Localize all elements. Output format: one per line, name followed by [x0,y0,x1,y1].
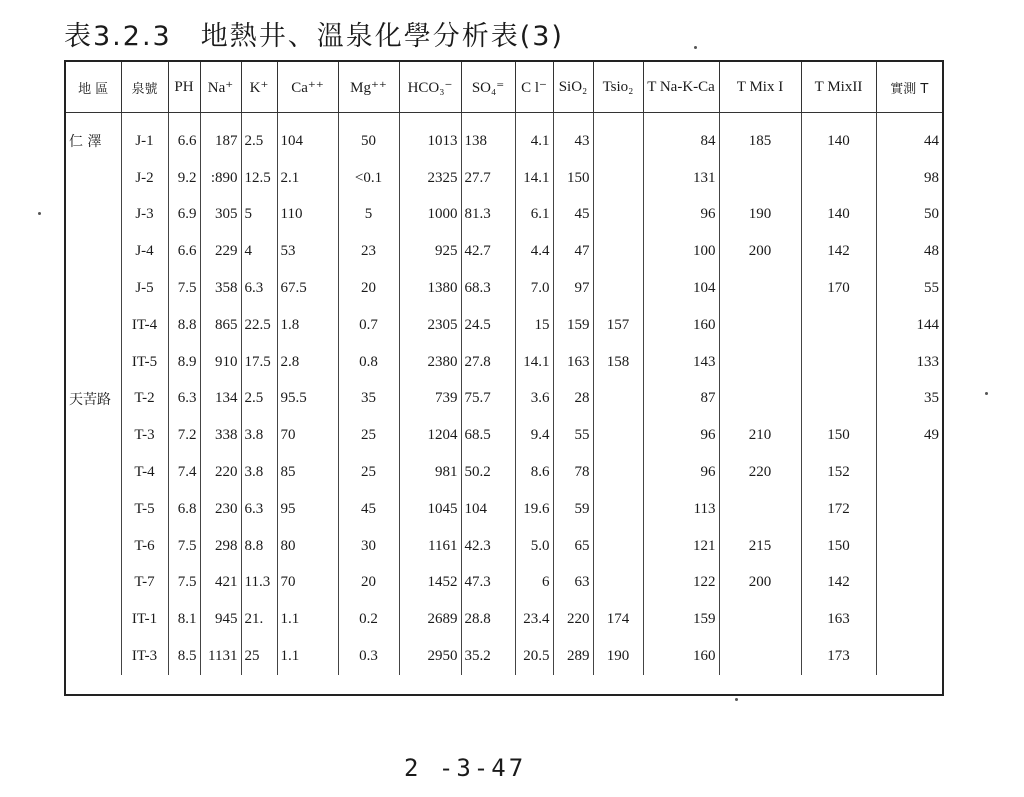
cell-na: 338 [200,417,241,454]
cell-tmix2: 140 [801,113,876,160]
cell-mg: 23 [338,233,399,270]
table-row [66,113,942,160]
cell-ca: 2.1 [277,160,338,197]
cell-area [66,528,121,565]
cell-tmeas [876,565,942,602]
cell-sio2: 63 [553,565,593,602]
cell-id: IT-4 [121,307,168,344]
cell-k: 17.5 [241,344,277,381]
table-row [66,638,942,675]
scan-speck [985,392,988,395]
cell-tmix1: 210 [719,417,801,454]
cell-cl: 4.4 [515,233,553,270]
cell-cl: 20.5 [515,638,553,675]
cell-ca: 1.8 [277,307,338,344]
table-row [66,160,942,197]
cell-na: 298 [200,528,241,565]
cell-ca: 53 [277,233,338,270]
cell-so4: 81.3 [461,197,515,234]
cell-tnakca: 143 [643,344,719,381]
cell-na: 358 [200,270,241,307]
cell-sio2: 289 [553,638,593,675]
cell-k: 22.5 [241,307,277,344]
cell-so4: 68.3 [461,270,515,307]
cell-tmix1 [719,601,801,638]
cell-tsio2 [593,197,643,234]
cell-na: 229 [200,233,241,270]
cell-sio2: 163 [553,344,593,381]
cell-id: J-4 [121,233,168,270]
cell-area [66,565,121,602]
cell-tmeas: 50 [924,206,939,223]
cell-so4: 42.3 [461,528,515,565]
cell-k: 25 [241,638,277,675]
table-row [66,528,942,565]
cell-tmix2: 172 [801,491,876,528]
cell-ph: 8.1 [168,601,200,638]
cell-tsio2: 157 [593,307,643,344]
cell-so4: 42.7 [461,233,515,270]
cell-sio2: 78 [553,454,593,491]
cell-k: 4 [241,233,277,270]
cell-na: :890 [200,160,241,197]
cell-tmix1: 200 [719,233,801,270]
cell-mg: 5 [338,197,399,234]
cell-area [66,417,121,454]
cell-tmix1 [719,160,801,197]
cell-area: 天苦路 [66,381,121,418]
table-row [66,270,942,307]
cell-tnakca: 113 [643,491,719,528]
cell-area [66,601,121,638]
cell-tmeas [876,528,942,565]
cell-so4: 28.8 [461,601,515,638]
cell-ph: 8.9 [168,344,200,381]
cell-k: 21. [241,601,277,638]
cell-cl: 14.1 [515,344,553,381]
header-cl: C l⁻ [515,62,553,113]
cell-sio2: 59 [553,491,593,528]
cell-tnakca: 104 [643,270,719,307]
cell-sio2: 47 [553,233,593,270]
cell-tmeas [876,454,942,491]
cell-na: 305 [200,197,241,234]
cell-k: 2.5 [241,113,277,160]
cell-so4: 50.2 [461,454,515,491]
cell-tnakca: 84 [643,113,719,160]
cell-tnakca: 96 [643,197,719,234]
table-row [66,565,942,602]
cell-hco3: 1161 [399,528,461,565]
cell-tsio2 [593,417,643,454]
header-mg: Mg⁺⁺ [338,62,399,113]
header-sio2: SiO₂ [553,62,593,113]
cell-tnakca: 100 [643,233,719,270]
cell-area [66,160,121,197]
cell-mg: 30 [338,528,399,565]
page-number: 2 -3-47 [404,754,527,782]
cell-cl: 19.6 [515,491,553,528]
cell-mg: <0.1 [338,160,399,197]
cell-id: T-5 [121,491,168,528]
cell-tmix1: 215 [719,528,801,565]
cell-cl: 6.1 [515,197,553,234]
cell-ca: 1.1 [277,638,338,675]
table-row [66,454,942,491]
cell-id: J-1 [121,113,168,160]
cell-so4: 35.2 [461,638,515,675]
cell-tmix2: 150 [801,417,876,454]
cell-na: 220 [200,454,241,491]
cell-na: 421 [200,565,241,602]
header-hco3: HCO₃⁻ [399,62,461,113]
cell-k: 8.8 [241,528,277,565]
cell-mg: 20 [338,270,399,307]
cell-hco3: 2380 [399,344,461,381]
cell-area: 仁 澤 [66,113,121,160]
cell-area [66,270,121,307]
cell-k: 6.3 [241,270,277,307]
cell-sio2: 55 [553,417,593,454]
cell-tnakca: 96 [643,417,719,454]
cell-sio2: 159 [553,307,593,344]
cell-tnakca: 96 [643,454,719,491]
cell-cl: 5.0 [515,528,553,565]
cell-ca: 67.5 [277,270,338,307]
cell-id: J-2 [121,160,168,197]
cell-tmeas: 44 [924,132,939,149]
header-t-mix-2: T MixII [801,62,876,113]
cell-cl: 7.0 [515,270,553,307]
cell-tsio2: 190 [593,638,643,675]
cell-tmix1: 220 [719,454,801,491]
cell-cl: 6 [515,565,553,602]
table-title: 表3.2.3 地熱井、溫泉化學分析表(3) [64,21,564,52]
header-so4: SO₄⁼ [461,62,515,113]
header-area: 地 區 [66,62,121,113]
cell-tmix1 [719,381,801,418]
cell-tsio2 [593,565,643,602]
table-row [66,233,942,270]
cell-area [66,454,121,491]
cell-tsio2 [593,160,643,197]
cell-so4: 68.5 [461,417,515,454]
cell-tmeas: 144 [916,316,939,333]
cell-hco3: 1452 [399,565,461,602]
cell-tmix2 [801,160,876,197]
cell-ph: 6.9 [168,197,200,234]
header-spring-id: 泉號 [121,62,168,113]
cell-k: 3.8 [241,454,277,491]
cell-id: J-5 [121,270,168,307]
cell-id: J-3 [121,197,168,234]
cell-tnakca: 159 [643,601,719,638]
cell-tsio2 [593,233,643,270]
header-row [66,62,942,113]
cell-so4: 24.5 [461,307,515,344]
cell-tmix2 [801,344,876,381]
cell-area [66,197,121,234]
cell-area [66,638,121,675]
header-t-na-k-ca: T Na-K-Ca [643,62,719,113]
cell-tnakca: 122 [643,565,719,602]
cell-id: T-4 [121,454,168,491]
cell-hco3: 739 [399,381,461,418]
cell-tmix1: 185 [719,113,801,160]
cell-ph: 6.3 [168,381,200,418]
cell-k: 12.5 [241,160,277,197]
cell-tmix1: 190 [719,197,801,234]
cell-tmix2: 173 [801,638,876,675]
cell-cl: 8.6 [515,454,553,491]
cell-so4: 47.3 [461,565,515,602]
scan-speck [38,212,41,215]
cell-tmix1: 200 [719,565,801,602]
cell-tmeas: 55 [924,280,939,297]
cell-hco3: 2325 [399,160,461,197]
cell-cl: 9.4 [515,417,553,454]
cell-ph: 7.4 [168,454,200,491]
cell-hco3: 1380 [399,270,461,307]
cell-tmeas [876,491,942,528]
cell-so4: 75.7 [461,381,515,418]
cell-hco3: 1045 [399,491,461,528]
cell-tmeas: 98 [924,169,939,186]
cell-na: 910 [200,344,241,381]
cell-ca: 104 [277,113,338,160]
cell-tmeas: 35 [924,390,939,407]
cell-k: 3.8 [241,417,277,454]
cell-sio2: 150 [553,160,593,197]
cell-tnakca: 87 [643,381,719,418]
cell-cl: 14.1 [515,160,553,197]
cell-ca: 70 [277,565,338,602]
cell-tsio2 [593,113,643,160]
cell-sio2: 97 [553,270,593,307]
cell-mg: 20 [338,565,399,602]
cell-tnakca: 160 [643,307,719,344]
cell-ph: 7.5 [168,565,200,602]
cell-k: 11.3 [241,565,277,602]
cell-mg: 0.7 [338,307,399,344]
cell-tmeas: 48 [924,243,939,260]
chemical-analysis-table [66,62,942,675]
cell-tnakca: 131 [643,160,719,197]
analysis-table-frame [64,60,944,696]
cell-tsio2: 174 [593,601,643,638]
cell-tmix2 [801,307,876,344]
cell-sio2: 43 [553,113,593,160]
cell-hco3: 1204 [399,417,461,454]
cell-cl: 23.4 [515,601,553,638]
cell-ph: 7.5 [168,528,200,565]
cell-tmix1 [719,344,801,381]
cell-sio2: 65 [553,528,593,565]
cell-id: T-3 [121,417,168,454]
cell-tmix2: 140 [801,197,876,234]
table-row [66,381,942,418]
table-row [66,307,942,344]
header-t-mix-1: T Mix I [719,62,801,113]
cell-na: 230 [200,491,241,528]
cell-id: T-6 [121,528,168,565]
cell-area [66,491,121,528]
cell-mg: 0.3 [338,638,399,675]
cell-tsio2 [593,454,643,491]
cell-na: 187 [200,113,241,160]
cell-tnakca: 121 [643,528,719,565]
cell-sio2: 45 [553,197,593,234]
cell-tmix2: 142 [801,565,876,602]
table-body [66,113,942,675]
cell-id: T-7 [121,565,168,602]
cell-tmix1 [719,491,801,528]
cell-ca: 1.1 [277,601,338,638]
cell-ca: 70 [277,417,338,454]
cell-mg: 45 [338,491,399,528]
cell-hco3: 981 [399,454,461,491]
cell-hco3: 2950 [399,638,461,675]
cell-so4: 27.8 [461,344,515,381]
cell-cl: 15 [515,307,553,344]
cell-tmix1 [719,307,801,344]
cell-ca: 80 [277,528,338,565]
cell-ph: 8.5 [168,638,200,675]
cell-mg: 0.8 [338,344,399,381]
cell-sio2: 220 [553,601,593,638]
cell-ph: 9.2 [168,160,200,197]
cell-na: 134 [200,381,241,418]
cell-cl: 3.6 [515,381,553,418]
cell-ph: 8.8 [168,307,200,344]
cell-hco3: 2305 [399,307,461,344]
cell-cl: 4.1 [515,113,553,160]
cell-tmeas [876,638,942,675]
cell-id: IT-1 [121,601,168,638]
cell-tsio2 [593,528,643,565]
cell-tmix2 [801,381,876,418]
header-measured-t: 實測 T [876,62,942,113]
scan-speck [694,46,697,49]
table-row [66,601,942,638]
cell-area [66,233,121,270]
cell-mg: 25 [338,417,399,454]
cell-tmeas [876,601,942,638]
header-tsio2: Tsio₂ [593,62,643,113]
cell-tmeas: 49 [924,427,939,444]
header-k: K⁺ [241,62,277,113]
cell-ph: 6.6 [168,113,200,160]
cell-area [66,344,121,381]
cell-tsio2: 158 [593,344,643,381]
cell-ph: 6.6 [168,233,200,270]
cell-ca: 85 [277,454,338,491]
header-na: Na⁺ [200,62,241,113]
cell-id: IT-3 [121,638,168,675]
cell-tmix1 [719,638,801,675]
cell-id: T-2 [121,381,168,418]
cell-tmix1 [719,270,801,307]
header-ca: Ca⁺⁺ [277,62,338,113]
table-row [66,417,942,454]
cell-id: IT-5 [121,344,168,381]
cell-tnakca: 160 [643,638,719,675]
cell-hco3: 925 [399,233,461,270]
cell-tmix2: 152 [801,454,876,491]
cell-ph: 7.5 [168,270,200,307]
header-ph: PH [168,62,200,113]
table-row [66,491,942,528]
cell-mg: 0.2 [338,601,399,638]
cell-hco3: 1000 [399,197,461,234]
cell-mg: 50 [338,113,399,160]
cell-na: 865 [200,307,241,344]
scan-speck [735,698,738,701]
cell-area [66,307,121,344]
cell-so4: 104 [461,491,515,528]
cell-ca: 2.8 [277,344,338,381]
cell-tsio2 [593,270,643,307]
cell-ph: 6.8 [168,491,200,528]
table-row [66,197,942,234]
cell-hco3: 1013 [399,113,461,160]
cell-tmix2: 170 [801,270,876,307]
cell-hco3: 2689 [399,601,461,638]
cell-tmeas: 133 [916,353,939,370]
cell-tsio2 [593,491,643,528]
cell-k: 5 [241,197,277,234]
cell-na: 945 [200,601,241,638]
table-row [66,344,942,381]
cell-mg: 35 [338,381,399,418]
cell-ca: 95.5 [277,381,338,418]
cell-k: 6.3 [241,491,277,528]
cell-ph: 7.2 [168,417,200,454]
cell-k: 2.5 [241,381,277,418]
cell-tmix2: 142 [801,233,876,270]
cell-tmix2: 163 [801,601,876,638]
cell-tsio2 [593,381,643,418]
cell-sio2: 28 [553,381,593,418]
cell-na: 1131 [200,638,241,675]
cell-mg: 25 [338,454,399,491]
cell-so4: 27.7 [461,160,515,197]
cell-ca: 110 [277,197,338,234]
cell-ca: 95 [277,491,338,528]
cell-tmix2: 150 [801,528,876,565]
cell-so4: 138 [461,113,515,160]
